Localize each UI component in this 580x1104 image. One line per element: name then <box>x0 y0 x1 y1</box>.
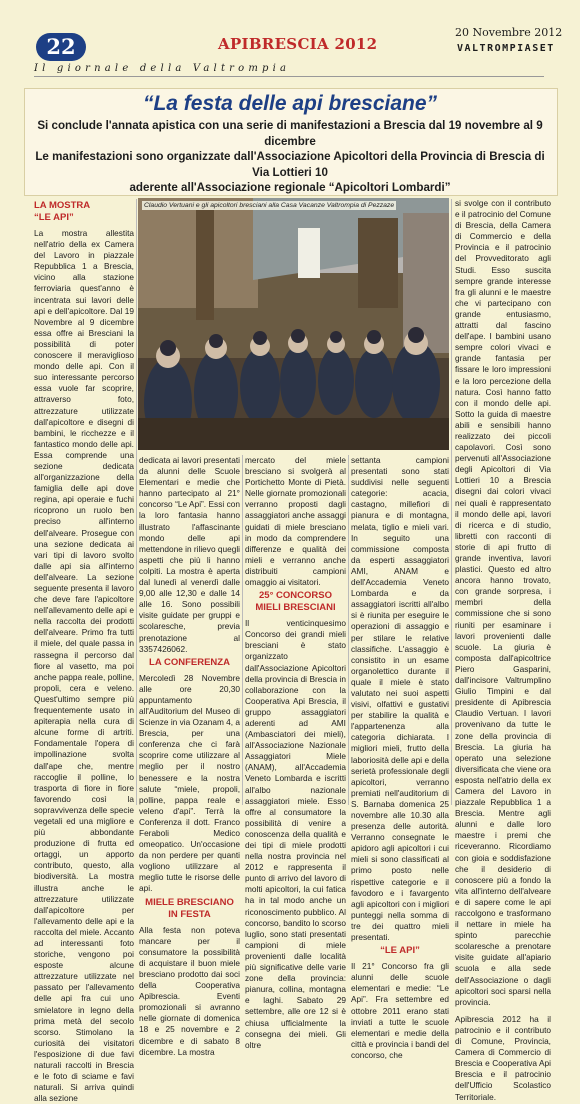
column-4-text-b: Il 21° Concorso fra gli alunni delle scuole elementari e medie: “Le Api”. Fra settembre ed ottobre 2011 erano stati inviati a tutte le scuole elementari e medie della città e provincia i bandi del concorso, che <box>351 961 449 1060</box>
column-2-text-c: Alla festa non poteva mancare per il consumatore la possibilità di acquistare il buon miele bresciano prodotto dai soci della Cooperativa Apibrescia. Eventi promozionali si avranno nelle giornate di domenica 18 e 25 novembre e 2 dicembre e di sabato 8 dicembre. La mostra <box>139 924 240 1057</box>
section-heading-miele-festa: MIELE BRESCIANO IN FESTA <box>145 896 234 920</box>
column-divider <box>242 455 243 805</box>
headline: “La festa delle api bresciane” <box>142 92 438 115</box>
section-heading-concorso: 25° CONCORSO MIELI BRESCIANI <box>255 590 336 614</box>
column-3-text: mercato del miele bresciano si svolgerà al Portichetto Monte di Pietà. Nelle giornate promozionali verranno proposti dagli assaggiatori anche assaggi guidati di miele bresciano in modo da comprendere differenze e qualità dei mieli e verranno anche distribuiti campioni omaggio ai visitatori. <box>245 455 346 588</box>
column-1 <box>34 198 134 1104</box>
section-heading-mostra: LA MOSTRA “LE API” <box>34 200 91 223</box>
photo-caption: Claudio Vertuani e gli apicoltori bresciani alla Casa Vacanze Valtrompia di Pezzaze <box>144 202 395 209</box>
column-2-text: dedicata ai lavori presentati da alunni delle Scuole Elementari e medie che hanno partecipato al 21° concorso “Le Api”. Essi con la loro fantasia hanno illustrato l'affascinante mondo delle api mettendone in rilievo quegli aspetti che più li hanno colpiti. La mostra è aperta dal lunedì al venerdì dalle 9,00 alle 12,30 e dalle 14 alle 16. Sono possibili visite guidate per gruppi e scolaresche, previa prenotazione al 3357426062. <box>139 455 241 654</box>
page-number: 22 <box>46 34 76 59</box>
column-2-text-b: Mercoledì 28 Novembre alle ore 20,30 appuntamento all'Auditorium del Museo di Scienze in via Ozanam 4, a Brescia, per una conferenza che ci farà scoprire come utilizzare al meglio per il nostro benessere e la nostra salute “miele, propoli, polline, pappa reale e veleno d'api”. Terrà la Conferenza il dott. Franco Feraboli Medico omeopatico. Un'occasione da non perdere per quanti vogliono utilizzare al meglio tutte le risorse delle api. <box>139 672 240 894</box>
column-divider <box>451 199 452 805</box>
deck-line-2: Le manifestazioni sono organizzate dall'Associazione Apicoltori della Provincia di Brescia di Via Lottieri 10 <box>35 150 545 179</box>
column-5 <box>455 198 551 1103</box>
column-4 <box>351 455 449 1061</box>
deck-line-3: aderente all'Associazione regionale “Apicoltori Lombardi” <box>129 181 451 195</box>
column-5-text: si svolge con il contributo e il patrocinio del Comune di Brescia, della Camera di Commercio e della Provincia e il patrocinio del Provveditorato agli Studi. Esso suscita sempre grande interesse fra gli alunni e le maestre che vi partecipano con grande entusiasmo, attratti dal fascino dell'ape. I bambini usano sempre colori vivaci e grande fantasia per fissare le loro impressioni e la loro percezione della natura. Così hanno fatto con il mondo delle api. Sotto la guida di maestre abili e sensibili hanno realizzato dei piccoli capolavori. Così sono pervenuti all'Associazione degli Apicoltori di Via Lottieri 10 a Brescia disegni dai colori vivaci nei quali è rappresentato il mondo delle api, lavori di ricerca e di studio, libretti con racconti di storie di api frutto di grande inventiva, lavori plastici. Questo ed altro ancora hanno trovato, con grande sorpresa, i membri della commissione che si sono riuniti per esaminare i lavori provenienti dalle scuole. La giuria è composta dall'apicoltrice Piero Gasparini, dall'incisore Valtrumplino Giulio Timpini e dal presidente di Apibrescia Claudio Vertuan. I lavori provenivano da tutte le zone della provincia di Brescia. La giuria ha operato una selezione diversificata che viene ora esposta nell'atrio della ex Camera del Lavoro in piazzale Repubblica 1 a Brescia. Mentre agli alunni e dalle loro maestre i premi che riceveranno. Ricordiamo con gioia e soddisfazione che il desiderio di conoscere più a fondo la vita all'interno dell'alveare e di sapere come le api raccolgono e trasformano il nettare in miele ha spinto parecchie scolaresche a prenotare visite guidate all'apiario scuola e alla sede dell'Associazione o dagli apicoltori soci sparsi nella provincia. <box>455 198 551 1007</box>
column-3 <box>245 455 346 1051</box>
rubric: VALTROMPIASET <box>457 43 555 54</box>
beekeepers-picture <box>138 198 449 450</box>
deck <box>34 118 546 196</box>
column-4-text: settanta campioni presentati sono stati suddivisi nelle seguenti categorie: acacia, castagno, millefiori di pianura e di montagna, melata, tiglio e mieli vari. In seguito una commissione composta da esperti assaggiatori AMI, ANAM e dell'Accademia Veneto Lombarda e da assaggiatori iscritti all'albo si è riunita per eseguire le operazioni di assaggio e per stilare le relative classifiche. L'assaggio è consistito in un esame organolettico durante il quale il miele è stato valutato nei suoi aspetti visivi, olfattivi e gustativi per stabilire la qualità e l'appartenenza alla categoria dichiarata. I migliori mieli, frutto della laboriosità delle api e della serietà professionale degli apicoltori, verranno premiati nell'auditorium di S. Barnaba domenica 25 novembre alle 10.30 alla presenza delle autorità. Verranno consegnate le apidoro agli apicoltori i cui mieli si sono classificati al primo posto nelle rispettive categorie e il favodoro e i favargento agli apicoltori con i migliori punteggi nella somma di tre dei quattro mieli presentati. <box>351 455 449 943</box>
column-2 <box>139 455 240 1058</box>
masthead: APIBRESCIA 2012 <box>218 35 378 53</box>
journal-line: Il giornale della Valtrompia <box>34 63 544 77</box>
issue-date: 20 Novembre 2012 <box>455 26 563 39</box>
column-5-text-b: Apibrescia 2012 ha il patrocinio e il contributo di Comune, Provincia, Camera di Commercio di Brescia e Cooperativa Api Brescia e il patrocinio dell'Ufficio Scolastico Territoriale. <box>455 1013 551 1102</box>
section-heading-le-api: “LE API” <box>380 945 420 957</box>
section-heading-conferenza: LA CONFERENZA <box>149 656 230 668</box>
column-divider <box>136 199 137 805</box>
article-photo <box>138 198 449 450</box>
column-3-text-b: Il venticinquesimo Concorso dei grandi mieli bresciani è stato organizzato dall'Associazione Apicoltori della provincia di Brescia in collaborazione con la Cooperativa Api Brescia, il gruppo assaggiatori aderenti ad AMI (Ambasciatori dei mieli), all'Associazione Nazionale Assaggiatori Miele (ANAM), all'Accademia Veneto Lombarda e iscritti all'albo nazionale assaggiatori miele. Esso offre al consumatore la possibilità di venire a conoscenza della qualità e dei tipi di miele prodotti nella nostra provincia nel 2012 e rappresenta il punto di arrivo del lavoro di molti apicoltori, la cui fatica ha in tal modo anche un riconoscimento pubblico. Al concorso, bandito lo scorso luglio, sono stati presentati campioni di miele provenienti dalle località più significative delle varie zone della provincia: pianura, collina, montagna e laghi. Sabato 29 settembre, alle ore 12 si è chiusa ufficialmente la consegna dei mieli. Gli oltre <box>245 618 347 1050</box>
column-1-text: La mostra allestita nell'atrio della ex Camera del Lavoro in piazzale Repubblica 1 a Brescia, vicino alla stazione ferroviaria quest'anno è incentrata sui lavori delle api e dell'apicoltore. Dal 19 Novembre al 9 dicembre essa offre ai Bresciani la possibilità di poter conoscere il meraviglioso mondo delle api. Con il suo interessante percorso essa vuole far scoprire, attraverso foto, attrezzature utilizzate dall'apicoltore e disegni di bambini, le ricchezze e il fantastico mondo delle api. Essa comprende una sezione dedicata all'organizzazione della famiglia delle api dove regina, api operaie e fuchi ricoprono un ruolo ben preciso all'interno dell'alveare. Prosegue con una sezione dedicata ai vari tipi di lavoro svolto dalle api sia all'interno dell'alveare. La sezione seguente presenta il lavoro che deve fare l'apicoltore nell'allevamento delle api e nella raccolta dei prodotti dell'alveare. Primo fra tutti il miele, del quale passa in rassegna il percorso dal fiore al vasetto, ma poi anche pappa reale, polline, propoli, cera e veleno. Quest'ultimo sempre più frequentemente usato in apiterapia nella cura di alcune forme di artriti. Fondamentale l'opera di impollinazione svolta dall'ape che, mentre raccoglie il polline, lo trasporta di fiore in fiore favorendo così la sopravvivenza delle specie vegetali ed una migliore e più abbondante produzione di frutta ed ortaggi, un apporto contributo, questo, alla biodiversità. La mostra illustra anche le attrezzature utilizzate dall'apicoltore per l'allevamento delle api e la raccolta del miele. Accanto ad interessanti foto storiche, vengono poi esposte alcune attrezzature utilizzate nel passato per l'allevamento delle api fra cui uno smielatore in legno della prima metà del secolo scorso. Stimolano la curiosità dei visitatori l'esposizione di due favi naturali raccolti in Brescia e le foto di sciame e favi naturali. Si arriva quindi alla sezione <box>34 228 134 1104</box>
page-number-badge <box>36 33 86 61</box>
column-divider <box>348 455 349 805</box>
deck-line-1: Si conclude l'annata apistica con una serie di manifestazioni a Brescia dal 19 novembre al 9 dicembre <box>37 119 543 148</box>
